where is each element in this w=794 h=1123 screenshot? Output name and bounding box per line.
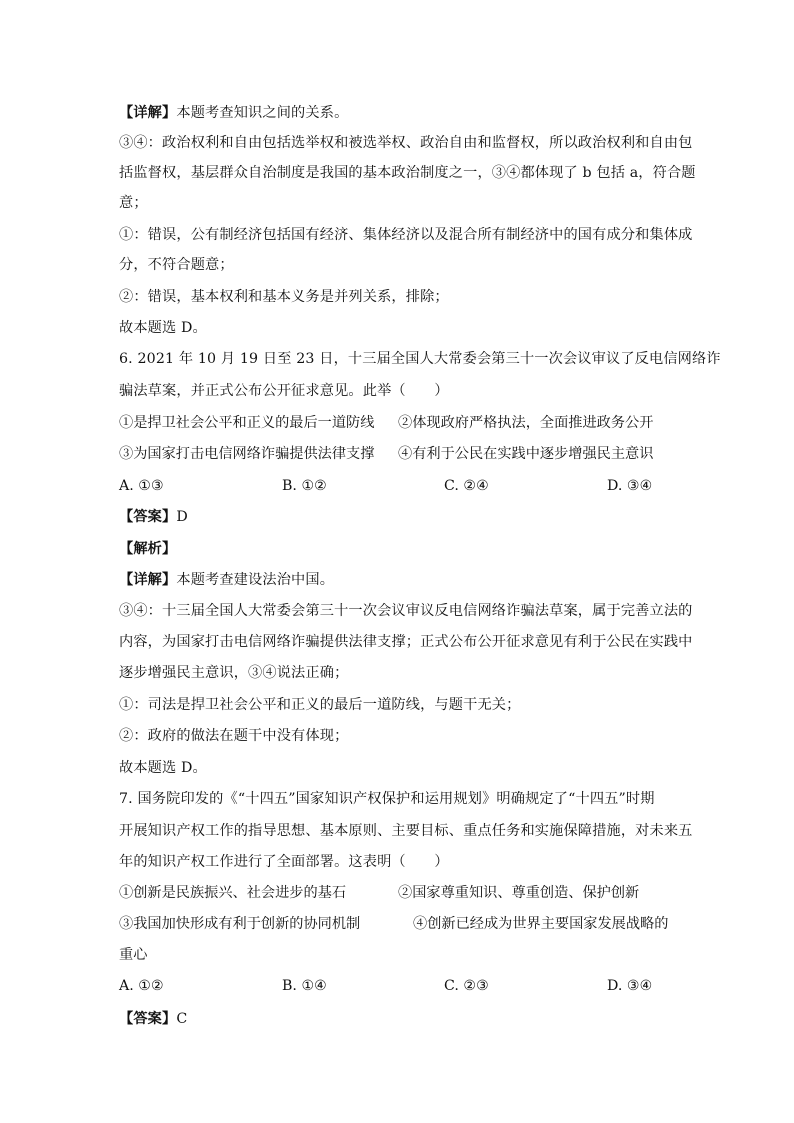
q6-answer: 【答案】D [119,509,188,525]
q5-analysis-line-3: 意； [119,195,148,211]
q5-detail-line [119,104,348,122]
q5-analysis-line-2: 括监督权，基层群众自治制度是我国的基本政治制度之一，③④都体现了 b 包括 a，符合题 [119,165,696,181]
q6-item-1: ①是捍卫社会公平和正义的最后一道防线 [119,415,375,431]
q6-stem-line-2: 骗法草案，并正式公布公开征求意见。此举（ ） [119,383,449,399]
q7-item-3: ③我国加快形成有利于创新的协同机制 [119,916,361,932]
q7-option-c: C. ②③ [444,978,489,994]
q7-item-1: ①创新是民族振兴、社会进步的基石 [119,885,347,901]
q7-option-a: A. ①② [119,978,164,994]
q6-analysis-line-2: 内容，为国家打击电信网络诈骗提供法律支撑；正式公布公开征求意见有利于公民在实践中 [119,634,693,650]
q7-answer: 【答案】C [119,1011,188,1027]
q6-option-b: B. ①② [282,478,327,494]
q7-stem-line-2: 开展知识产权工作的指导思想、基本原则、主要目标、重点任务和实施保障措施，对未来五 [119,823,693,839]
q7-item-4: ④创新已经成为世界主要国家发展战略的 [413,916,669,932]
q7-stem-line-3: 年的知识产权工作进行了全面部署。这表明（ ） [119,854,449,870]
q6-analysis-line-4: ①：司法是捍卫社会公平和正义的最后一道防线，与题干无关； [119,697,521,713]
q5-analysis-line-6: ②：错误，基本权利和基本义务是并列关系，排除； [119,289,449,305]
q6-analysis-heading: 【解析】 [119,541,177,557]
q7-stem-line-1: 7. 国务院印发的《“十四五”国家知识产权保护和运用规划》明确规定了“十四五”时期 [119,791,655,807]
q6-analysis-line-5: ②：政府的做法在题干中没有体现； [119,728,349,744]
q6-analysis-line-1: ③④：十三届全国人大常委会第三十一次会议审议反电信网络诈骗法草案，属于完善立法的 [119,603,693,619]
q6-conclusion: 故本题选 D。 [119,760,207,776]
q6-analysis-line-3: 逐步增强民主意识，③④说法正确； [119,665,349,681]
q6-option-c: C. ②④ [444,478,489,494]
q6-item-2: ②体现政府严格执法，全面推进政务公开 [398,415,654,431]
q5-analysis-line-1: ③④：政治权利和自由包括选举权和被选举权、政治自由和监督权，所以政治权利和自由包 [119,135,693,151]
q6-stem-line-1: 6. 2021 年 10 月 19 日至 23 日，十三届全国人大常委会第三十一次会议审议了反电信网络诈 [119,351,721,367]
q5-analysis-line-4: ①：错误，公有制经济包括国有经济、集体经济以及混合所有制经济中的国有成分和集体成 [119,227,693,243]
q6-item-3: ③为国家打击电信网络诈骗提供法律支撑 [119,446,375,462]
q6-option-d: D. ③④ [607,478,653,494]
q5-detail-text: 本题考查知识之间的关系。 [176,105,349,121]
q7-option-b: B. ①④ [282,978,327,994]
q5-analysis-line-5: 分，不符合题意； [119,257,234,273]
q6-item-4: ④有利于公民在实践中逐步增强民主意识 [398,446,654,462]
q6-option-a: A. ①③ [119,478,164,494]
q7-item-4-continued: 重心 [119,947,148,963]
q7-option-d: D. ③④ [607,978,653,994]
q5-conclusion: 故本题选 D。 [119,320,207,336]
q7-item-2: ②国家尊重知识、尊重创造、保护创新 [398,885,640,901]
q6-detail-line: 【详解】本题考查建设法治中国。 [119,572,335,588]
detail-label: 【详解】 [119,105,177,121]
